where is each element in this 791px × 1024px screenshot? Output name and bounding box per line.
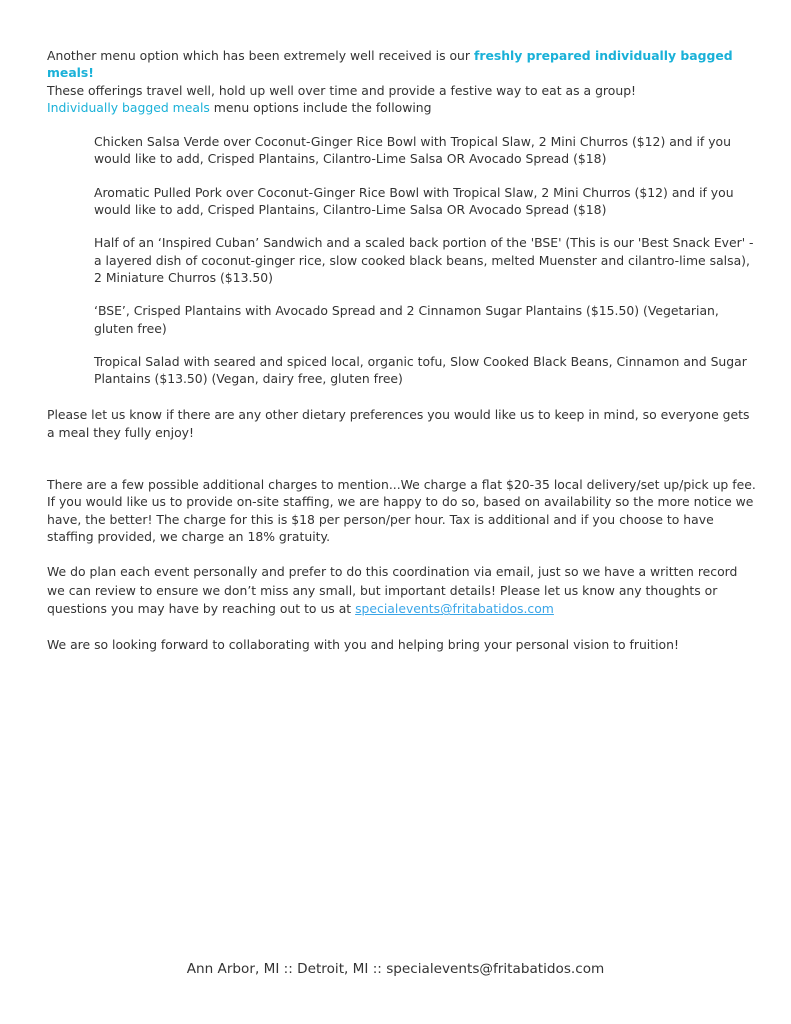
menu-item-cuban-sandwich: Half of an ‘Inspired Cuban’ Sandwich and a scaled back portion of the 'BSE' (This is our 'Best Snack Ever' - a layered dish of coconut-ginger rice, slow cooked black beans, melted Muenster and cilantro-lime salsa), 2 Miniature Churros ($13.50) [94,235,754,285]
intro-section [47,47,757,116]
additional-charges-paragraph: There are a few possible additional charges to mention...We charge a flat $20-35 local delivery/set up/pick up fee. If you would like us to provide on-site staffing, we are happy to do so, based on availability so the more notice we have, the better! The charge for this is $18 per person/per hour. Tax is additional and if you choose to have staffing provided, we charge an 18% gratuity. [47,477,756,544]
bagged-meals-highlight: freshly prepared individually bagged meals! [47,48,733,81]
intro-line-1 [47,47,757,82]
dietary-preferences-paragraph: Please let us know if there are any other dietary preferences you would like us to keep in mind, so everyone gets a meal they fully enjoy! [47,407,750,440]
bagged-meals-label: Individually bagged meals [47,99,210,115]
email-link[interactable]: specialevents@fritabatidos.com [355,601,554,617]
closing-paragraph: We are so looking forward to collaborating with you and helping bring your personal vision to fruition! [47,636,679,652]
intro-line-3-text: menu options include the following [209,99,432,115]
coordination-paragraph [47,563,757,619]
intro-line-2: These offerings travel well, hold up well over time and provide a festive way to eat as a group! [47,82,637,98]
menu-options-list [94,133,754,387]
coordination-text: We do plan each event personally and prefer to do this coordination via email, just so we have a written record we can review to ensure we don’t miss any small, but important details! Please let us know any thoughts or questions you may have by reaching out to us at [47,564,738,617]
menu-item-pulled-pork: Aromatic Pulled Pork over Coconut-Ginger Rice Bowl with Tropical Slaw, 2 Mini Churros ($12) and if you would like to add, Crisped Plantains, Cilantro-Lime Salsa OR Avocado Spread ($18) [94,184,734,218]
document-body [47,47,757,653]
menu-item-bse-plantains: ‘BSE’, Crisped Plantains with Avocado Spread and 2 Cinnamon Sugar Plantains ($15.50) (Vegetarian, gluten free) [94,303,719,336]
menu-item-chicken-salsa-verde: Chicken Salsa Verde over Coconut-Ginger Rice Bowl with Tropical Slaw, 2 Mini Churros ($12) and if you would like to add, Crisped Plantains, Cilantro-Lime Salsa OR Avocado Spread ($18) [94,134,731,167]
intro-line-3 [47,99,757,116]
menu-item-tropical-salad: Tropical Salad with seared and spiced local, organic tofu, Slow Cooked Black Beans, Cinnamon and Sugar Plantains ($13.50) (Vegan, dairy free, gluten free) [94,353,747,387]
intro-line-1-text: Another menu option which has been extremely well received is our [47,48,474,63]
page-footer: Ann Arbor, MI :: Detroit, MI :: specialevents@fritabatidos.com [186,961,605,977]
